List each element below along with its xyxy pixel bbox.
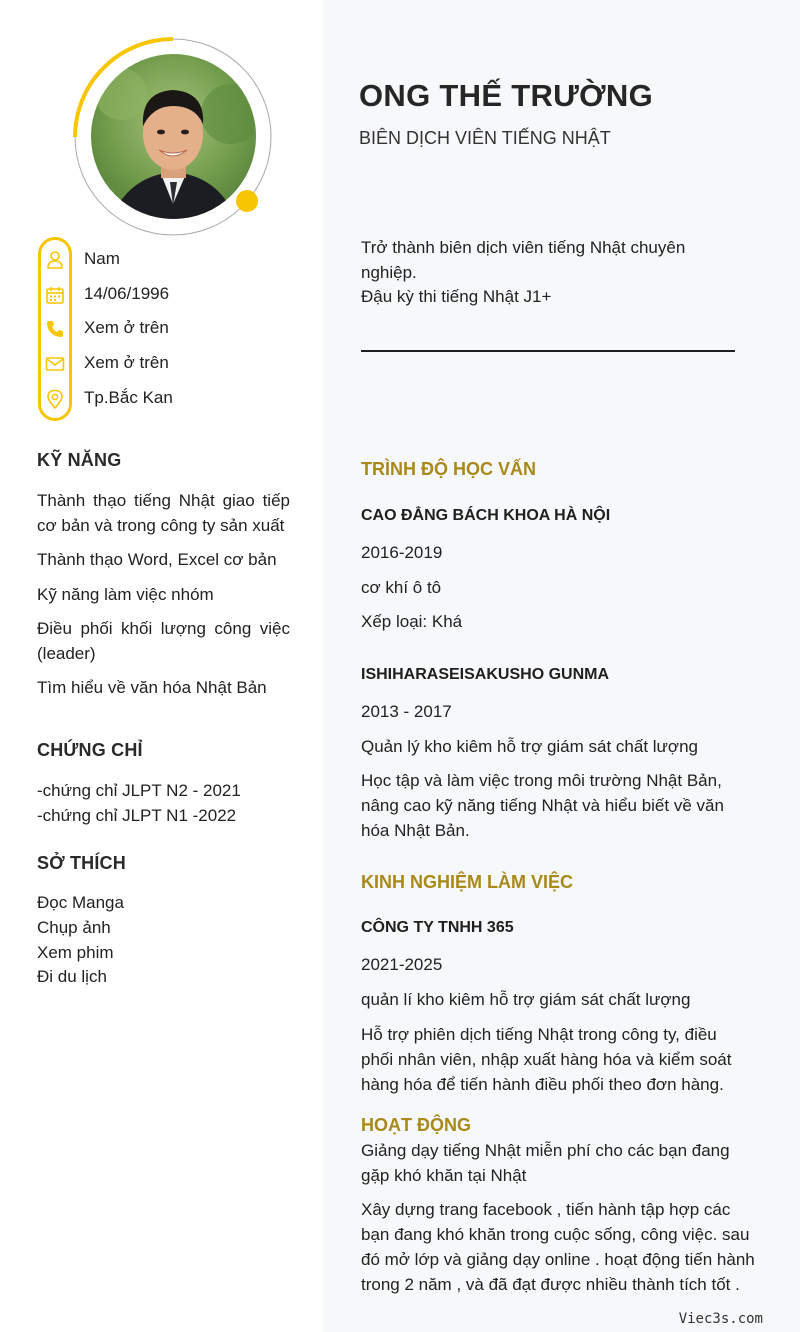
skill-item: Thành thạo tiếng Nhật giao tiếp cơ bản và trong công ty sản xuất	[37, 491, 290, 535]
activities-title: HOẠT ĐỘNG	[361, 1115, 471, 1135]
phone-text: Xem ở trên	[84, 318, 169, 337]
contact-birthday	[44, 283, 170, 307]
avatar-dot	[236, 190, 258, 212]
left-column	[0, 0, 323, 1332]
activity-item: Xây dựng trang facebook , tiến hành tập hợp các bạn đang khó khăn trong cuộc sống, công việc. sau đó mở lớp và giảng dạy online . hoạt động tiến hành trong 2 năm , và đã đạt được nhiều thành tích tốt .	[361, 1200, 755, 1294]
watermark: Viec3s.com	[678, 1311, 763, 1327]
objective-line: Đậu kỳ thi tiếng Nhật J1+	[361, 287, 552, 306]
skills-title: KỸ NĂNG	[37, 450, 122, 470]
objective-line: Trở thành biên dịch viên tiếng Nhật chuyên nghiệp.	[361, 238, 686, 282]
experience-position: quản lí kho kiêm hỗ trợ giám sát chất lượng	[361, 990, 691, 1009]
phone-icon	[44, 318, 66, 340]
contact-phone	[44, 317, 169, 341]
avatar-frame	[72, 36, 274, 238]
location-pin-icon	[44, 388, 66, 410]
skill-item: Tìm hiểu về văn hóa Nhật Bản	[37, 678, 267, 697]
gender-text: Nam	[84, 249, 120, 268]
education-major: Quản lý kho kiêm hỗ trợ giám sát chất lượng	[361, 737, 698, 756]
activity-item: Giảng dạy tiếng Nhật miễn phí cho các bạn đang gặp khó khăn tại Nhật	[361, 1141, 730, 1185]
certificate-item: -chứng chỉ JLPT N1 -2022	[37, 806, 237, 825]
birthday-text: 14/06/1996	[84, 284, 170, 303]
experience-period: 2021-2025	[361, 955, 443, 974]
calendar-icon	[44, 284, 66, 306]
contact-email	[44, 352, 169, 376]
certificate-item: -chứng chỉ JLPT N2 - 2021	[37, 781, 241, 800]
education-period: 2016-2019	[361, 543, 443, 562]
contact-gender	[44, 248, 120, 272]
certificates-title: CHỨNG CHỈ	[37, 740, 143, 760]
education-detail: Học tập và làm việc trong môi trường Nhật Bản, nâng cao kỹ năng tiếng Nhật và hiểu biết về văn hóa Nhật Bản.	[361, 771, 724, 840]
contact-address	[44, 387, 173, 411]
full-name: ONG THẾ TRƯỜNG	[359, 78, 654, 113]
experience-title: KINH NGHIỆM LÀM VIỆC	[361, 872, 574, 892]
education-period: 2013 - 2017	[361, 702, 452, 721]
email-text: Xem ở trên	[84, 353, 169, 372]
mail-icon	[44, 353, 66, 375]
hobbies-title: SỞ THÍCH	[37, 853, 126, 873]
divider	[361, 350, 735, 352]
education-title: TRÌNH ĐỘ HỌC VẤN	[361, 459, 536, 479]
job-title: BIÊN DỊCH VIÊN TIẾNG NHẬT	[359, 128, 611, 148]
school-name: ISHIHARASEISAKUSHO GUNMA	[361, 666, 610, 683]
education-major: cơ khí ô tô	[361, 578, 442, 597]
education-detail: Xếp loại: Khá	[361, 612, 463, 631]
skill-item: Thành thạo Word, Excel cơ bản	[37, 550, 277, 569]
skill-item: Điều phối khối lượng công việc (leader)	[37, 619, 290, 663]
hobby-item: Đọc Manga	[37, 893, 124, 912]
avatar	[91, 54, 256, 219]
company-name: CÔNG TY TNHH 365	[361, 919, 514, 936]
experience-description: Hỗ trợ phiên dịch tiếng Nhật trong công ty, điều phối nhân viên, nhập xuất hàng hóa và kiểm soát hàng hóa để tiến hành điều phối theo đơn hàng.	[361, 1025, 732, 1094]
hobby-item: Chụp ảnh	[37, 918, 111, 937]
address-text: Tp.Bắc Kan	[84, 388, 173, 407]
hobby-item: Xem phim	[37, 943, 114, 962]
user-icon	[44, 249, 66, 271]
hobby-item: Đi du lịch	[37, 967, 107, 986]
skill-item: Kỹ năng làm việc nhóm	[37, 585, 214, 604]
school-name: CAO ĐẲNG BÁCH KHOA HÀ NỘI	[361, 507, 611, 524]
